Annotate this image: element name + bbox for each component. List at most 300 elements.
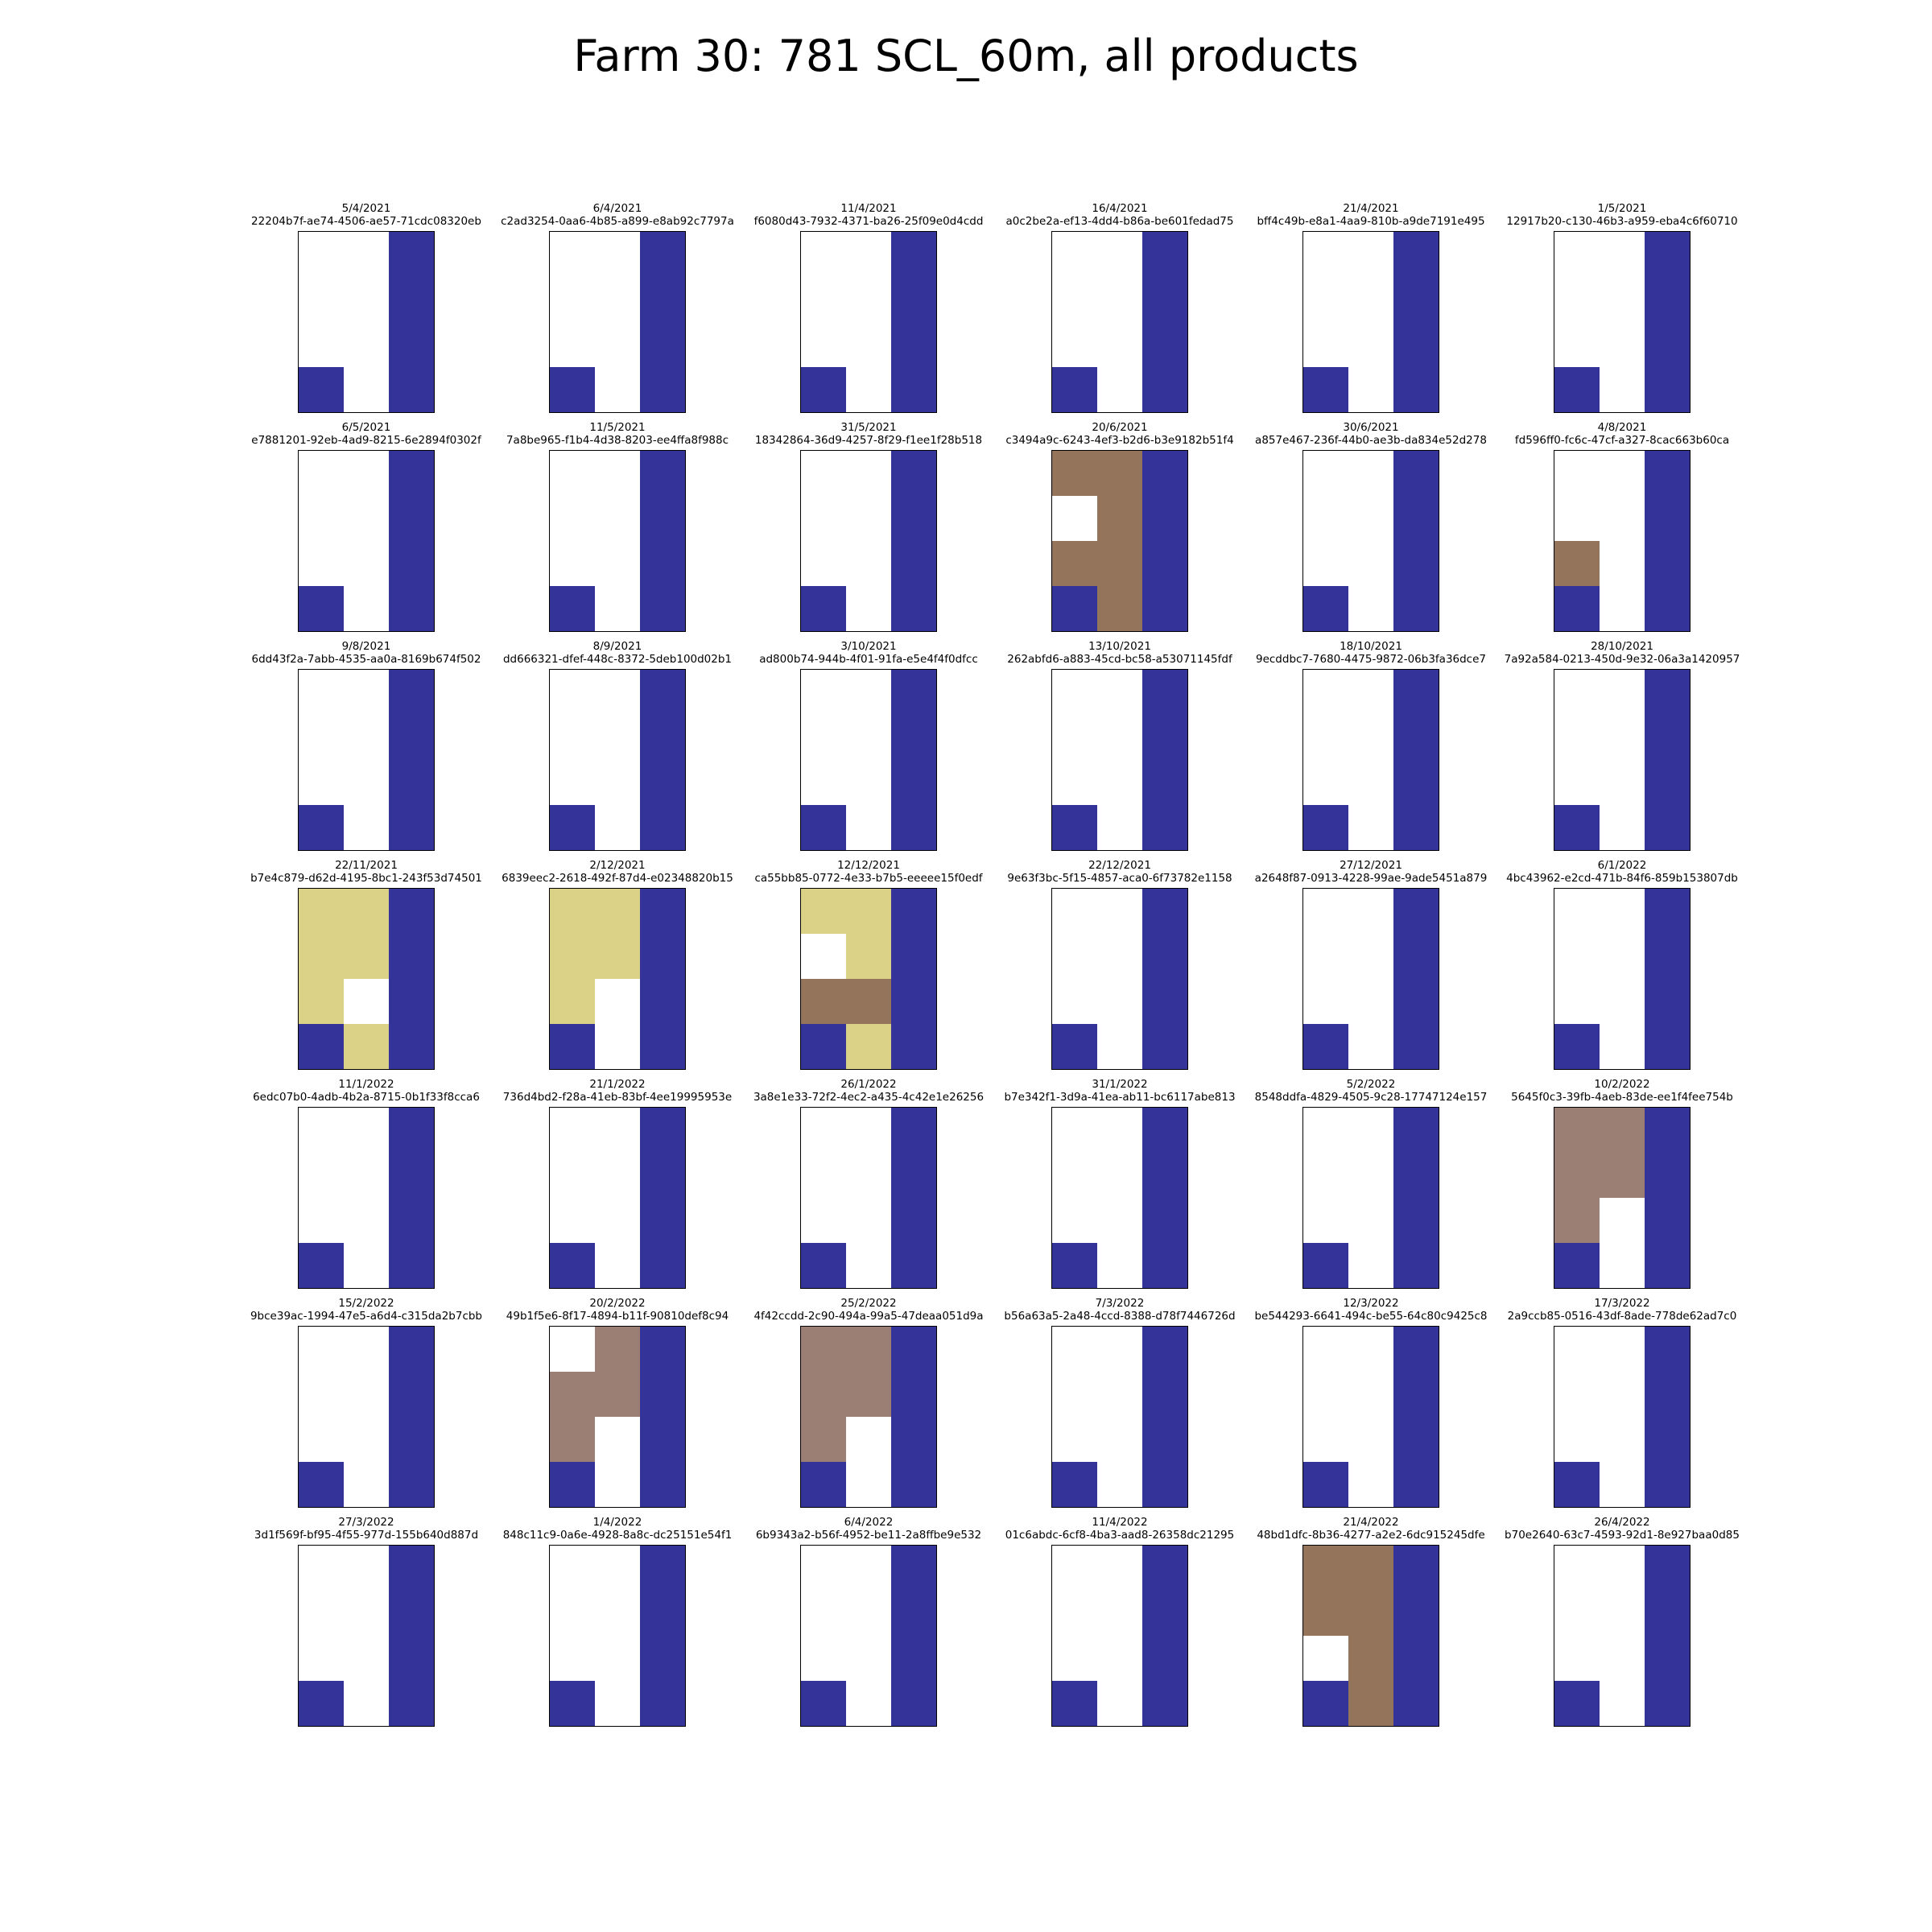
panel-product-id: 49b1f5e6-8f17-4894-b11f-90810def8c94	[506, 1310, 729, 1323]
panel-product-id: 18342864-36d9-4257-8f29-f1ee1f28b518	[754, 434, 983, 447]
scl-cell	[1348, 1153, 1393, 1198]
scl-cell	[389, 1681, 434, 1726]
scl-cell	[389, 1591, 434, 1636]
panel-date: 2/12/2021	[589, 859, 646, 872]
scl-cell	[595, 805, 640, 850]
scl-cell	[891, 1591, 936, 1636]
scl-cell	[595, 760, 640, 805]
scl-cell	[389, 1024, 434, 1069]
heatmap-panel	[1497, 642, 1747, 861]
scl-cell	[550, 451, 595, 496]
panel-product-id: 6b9343a2-b56f-4952-be11-2a8ffbe9e532	[755, 1529, 982, 1542]
scl-cell	[299, 322, 344, 367]
scl-cell	[1645, 1108, 1690, 1153]
scl-cell	[1645, 367, 1690, 412]
scl-cell	[1303, 889, 1348, 934]
scl-cell	[640, 451, 685, 496]
scl-cell	[1303, 1372, 1348, 1417]
scl-cell	[846, 1327, 891, 1372]
scl-cell	[1645, 715, 1690, 760]
scl-cell	[640, 889, 685, 934]
scl-cell	[1303, 1417, 1348, 1462]
scl-cell	[801, 805, 846, 850]
scl-cell	[1303, 1681, 1348, 1726]
scl-cell	[1554, 367, 1600, 412]
scl-cell	[1645, 586, 1690, 631]
panel-product-id: 12917b20-c130-46b3-a959-eba4c6f60710	[1506, 215, 1738, 228]
scl-cell	[1052, 232, 1097, 277]
scl-map	[1051, 1107, 1188, 1289]
heatmap-panel	[1246, 204, 1496, 423]
scl-cell	[891, 451, 936, 496]
scl-cell	[640, 1591, 685, 1636]
scl-cell	[640, 1462, 685, 1507]
scl-cell	[1554, 586, 1600, 631]
panel-date: 1/4/2022	[592, 1516, 642, 1529]
scl-cell	[550, 1546, 595, 1591]
scl-cell	[1645, 760, 1690, 805]
scl-cell	[550, 1636, 595, 1681]
scl-cell	[1348, 1024, 1393, 1069]
panel-date: 7/3/2022	[1095, 1297, 1145, 1310]
scl-cell	[550, 1462, 595, 1507]
panel-product-id: a2648f87-0913-4228-99ae-9ade5451a879	[1254, 872, 1488, 885]
scl-cell	[1348, 367, 1393, 412]
scl-cell	[1142, 1198, 1187, 1243]
panel-product-id: 9ecddbc7-7680-4475-9872-06b3fa36dce7	[1255, 653, 1487, 666]
scl-cell	[1052, 1372, 1097, 1417]
scl-cell	[1554, 496, 1600, 541]
scl-cell	[344, 1327, 389, 1372]
scl-cell	[1303, 1153, 1348, 1198]
scl-cell	[1303, 1108, 1348, 1153]
scl-cell	[891, 367, 936, 412]
scl-cell	[344, 277, 389, 322]
scl-cell	[1052, 1198, 1097, 1243]
panel-product-id: 6839eec2-2618-492f-87d4-e02348820b15	[502, 872, 733, 885]
scl-cell	[640, 232, 685, 277]
scl-cell	[1554, 1636, 1600, 1681]
figure-title: Farm 30: 781 SCL_60m, all products	[573, 31, 1359, 81]
scl-map	[800, 1545, 937, 1727]
scl-map	[1302, 1545, 1439, 1727]
scl-cell	[550, 1153, 595, 1198]
scl-cell	[846, 496, 891, 541]
scl-cell	[640, 1546, 685, 1591]
scl-cell	[1142, 1108, 1187, 1153]
scl-cell	[1393, 1636, 1439, 1681]
scl-cell	[1554, 1153, 1600, 1198]
heatmap-panel	[1497, 1517, 1747, 1736]
scl-cell	[1142, 1546, 1187, 1591]
scl-cell	[595, 1462, 640, 1507]
scl-cell	[1393, 715, 1439, 760]
scl-map	[1051, 888, 1188, 1070]
scl-map	[298, 231, 435, 413]
scl-cell	[640, 1198, 685, 1243]
panel-date: 13/10/2021	[1088, 640, 1151, 653]
scl-cell	[1052, 277, 1097, 322]
scl-cell	[389, 586, 434, 631]
scl-cell	[1052, 541, 1097, 586]
heatmap-panel	[493, 423, 742, 642]
scl-cell	[1097, 1108, 1142, 1153]
panel-date: 9/8/2021	[341, 640, 391, 653]
scl-cell	[344, 1417, 389, 1462]
scl-cell	[1142, 1153, 1187, 1198]
scl-cell	[1600, 496, 1645, 541]
scl-cell	[299, 496, 344, 541]
scl-cell	[1554, 1243, 1600, 1288]
scl-cell	[389, 1243, 434, 1288]
scl-cell	[891, 1546, 936, 1591]
scl-cell	[344, 1636, 389, 1681]
heatmap-panel	[493, 1517, 742, 1736]
scl-cell	[550, 586, 595, 631]
scl-cell	[1600, 715, 1645, 760]
scl-cell	[1554, 1108, 1600, 1153]
scl-cell	[550, 889, 595, 934]
panel-date: 5/4/2021	[341, 202, 391, 215]
scl-cell	[344, 1108, 389, 1153]
scl-cell	[1142, 934, 1187, 979]
scl-cell	[1600, 232, 1645, 277]
panel-product-id: 4bc43962-e2cd-471b-84f6-859b153807db	[1506, 872, 1738, 885]
heatmap-panel	[995, 1517, 1245, 1736]
panel-date: 18/10/2021	[1340, 640, 1402, 653]
panel-date: 28/10/2021	[1591, 640, 1653, 653]
panel-product-id: c3494a9c-6243-4ef3-b2d6-b3e9182b51f4	[1005, 434, 1234, 447]
panel-product-id: 7a92a584-0213-450d-9e32-06a3a1420957	[1504, 653, 1740, 666]
scl-cell	[891, 760, 936, 805]
scl-map	[1554, 1545, 1690, 1727]
scl-cell	[344, 1198, 389, 1243]
scl-cell	[344, 1462, 389, 1507]
scl-cell	[1097, 1546, 1142, 1591]
scl-cell	[1645, 322, 1690, 367]
scl-cell	[846, 670, 891, 715]
scl-cell	[1393, 277, 1439, 322]
scl-map	[1302, 669, 1439, 851]
scl-cell	[1554, 1327, 1600, 1372]
scl-cell	[640, 1417, 685, 1462]
scl-cell	[299, 1024, 344, 1069]
scl-cell	[1600, 1153, 1645, 1198]
heatmap-panel	[1246, 642, 1496, 861]
scl-cell	[801, 1372, 846, 1417]
scl-cell	[1645, 670, 1690, 715]
scl-cell	[1142, 760, 1187, 805]
panel-product-id: a857e467-236f-44b0-ae3b-da834e52d278	[1255, 434, 1487, 447]
panel-date: 5/2/2022	[1346, 1078, 1396, 1091]
panel-date: 15/2/2022	[338, 1297, 394, 1310]
scl-cell	[550, 1681, 595, 1726]
panel-product-id: 5645f0c3-39fb-4aeb-83de-ee1f4fee754b	[1511, 1091, 1733, 1104]
scl-cell	[1645, 1546, 1690, 1591]
scl-cell	[891, 979, 936, 1024]
scl-cell	[344, 715, 389, 760]
scl-cell	[1303, 1198, 1348, 1243]
heatmap-panel	[744, 423, 993, 642]
scl-cell	[801, 670, 846, 715]
scl-cell	[1348, 1327, 1393, 1372]
panel-date: 20/2/2022	[589, 1297, 646, 1310]
scl-cell	[1393, 451, 1439, 496]
panel-date: 22/12/2021	[1088, 859, 1151, 872]
scl-cell	[1600, 979, 1645, 1024]
heatmap-panel	[995, 1298, 1245, 1517]
scl-cell	[299, 1108, 344, 1153]
scl-cell	[1052, 586, 1097, 631]
scl-cell	[1303, 541, 1348, 586]
scl-cell	[1393, 1108, 1439, 1153]
scl-cell	[1645, 1462, 1690, 1507]
scl-cell	[1348, 1108, 1393, 1153]
panel-date: 12/3/2022	[1343, 1297, 1399, 1310]
scl-cell	[1303, 322, 1348, 367]
scl-map	[1554, 888, 1690, 1070]
scl-cell	[1554, 1462, 1600, 1507]
scl-cell	[389, 232, 434, 277]
scl-cell	[344, 670, 389, 715]
scl-cell	[299, 1636, 344, 1681]
panel-product-id: be544293-6641-494c-be55-64c80c9425c8	[1254, 1310, 1488, 1323]
scl-cell	[1393, 586, 1439, 631]
heatmap-panel	[242, 204, 491, 423]
scl-cell	[1097, 760, 1142, 805]
scl-cell	[1097, 586, 1142, 631]
scl-cell	[344, 1243, 389, 1288]
scl-cell	[1303, 670, 1348, 715]
heatmap-panel	[493, 204, 742, 423]
scl-cell	[389, 496, 434, 541]
scl-map	[1554, 450, 1690, 632]
scl-cell	[1348, 805, 1393, 850]
scl-cell	[1393, 1681, 1439, 1726]
scl-cell	[550, 1198, 595, 1243]
scl-cell	[389, 670, 434, 715]
scl-map	[1302, 1107, 1439, 1289]
scl-cell	[846, 1546, 891, 1591]
panel-date: 11/4/2021	[840, 202, 897, 215]
scl-cell	[1142, 277, 1187, 322]
panel-date: 25/2/2022	[840, 1297, 897, 1310]
scl-cell	[846, 1243, 891, 1288]
panel-date: 6/4/2022	[844, 1516, 894, 1529]
scl-cell	[640, 367, 685, 412]
scl-cell	[299, 541, 344, 586]
scl-cell	[550, 1108, 595, 1153]
scl-cell	[1554, 760, 1600, 805]
scl-cell	[299, 1153, 344, 1198]
scl-map	[549, 1545, 686, 1727]
scl-cell	[891, 277, 936, 322]
scl-cell	[1600, 586, 1645, 631]
scl-cell	[1303, 496, 1348, 541]
scl-cell	[891, 1372, 936, 1417]
scl-cell	[1554, 1546, 1600, 1591]
panel-date: 30/6/2021	[1343, 421, 1399, 434]
scl-cell	[801, 1546, 846, 1591]
panel-product-id: 7a8be965-f1b4-4d38-8203-ee4ffa8f988c	[506, 434, 729, 447]
scl-map	[1302, 888, 1439, 1070]
scl-cell	[1554, 889, 1600, 934]
scl-cell	[389, 451, 434, 496]
scl-cell	[801, 1681, 846, 1726]
scl-cell	[389, 1417, 434, 1462]
scl-cell	[1554, 805, 1600, 850]
scl-cell	[299, 715, 344, 760]
heatmap-panel	[1246, 1080, 1496, 1298]
scl-cell	[1600, 277, 1645, 322]
scl-cell	[550, 1327, 595, 1372]
scl-cell	[1393, 889, 1439, 934]
scl-cell	[1303, 805, 1348, 850]
scl-map	[549, 231, 686, 413]
scl-cell	[846, 1417, 891, 1462]
scl-cell	[640, 322, 685, 367]
scl-cell	[1645, 277, 1690, 322]
panel-product-id: 8548ddfa-4829-4505-9c28-17747124e157	[1254, 1091, 1488, 1104]
scl-cell	[640, 1681, 685, 1726]
scl-cell	[1554, 715, 1600, 760]
scl-cell	[846, 1462, 891, 1507]
scl-cell	[550, 760, 595, 805]
scl-cell	[1097, 496, 1142, 541]
panel-product-id: 22204b7f-ae74-4506-ae57-71cdc08320eb	[251, 215, 481, 228]
scl-cell	[640, 670, 685, 715]
panel-product-id: 3a8e1e33-72f2-4ec2-a435-4c42e1e26256	[753, 1091, 985, 1104]
scl-map	[1554, 231, 1690, 413]
scl-map	[800, 669, 937, 851]
scl-cell	[801, 934, 846, 979]
panel-date: 26/4/2022	[1594, 1516, 1650, 1529]
scl-cell	[891, 322, 936, 367]
scl-cell	[1393, 1024, 1439, 1069]
scl-cell	[1348, 715, 1393, 760]
scl-cell	[1348, 1462, 1393, 1507]
scl-cell	[1142, 367, 1187, 412]
scl-cell	[595, 1243, 640, 1288]
scl-cell	[1097, 805, 1142, 850]
heatmap-panel	[744, 861, 993, 1080]
scl-cell	[1142, 1024, 1187, 1069]
scl-cell	[1052, 1417, 1097, 1462]
scl-cell	[1600, 670, 1645, 715]
scl-map	[800, 450, 937, 632]
scl-cell	[550, 541, 595, 586]
scl-map	[1302, 231, 1439, 413]
scl-cell	[801, 1243, 846, 1288]
scl-cell	[891, 1108, 936, 1153]
scl-cell	[801, 715, 846, 760]
scl-cell	[550, 277, 595, 322]
scl-cell	[1303, 1636, 1348, 1681]
scl-cell	[299, 1417, 344, 1462]
scl-cell	[1097, 1153, 1142, 1198]
scl-cell	[1052, 1108, 1097, 1153]
scl-cell	[846, 1198, 891, 1243]
panel-product-id: 736d4bd2-f28a-41eb-83bf-4ee19995953e	[502, 1091, 733, 1104]
heatmap-panel	[1497, 1080, 1747, 1298]
scl-cell	[1393, 1243, 1439, 1288]
panel-product-id: 48bd1dfc-8b36-4277-a2e2-6dc915245dfe	[1257, 1529, 1485, 1542]
scl-cell	[1393, 979, 1439, 1024]
panel-date: 21/4/2022	[1343, 1516, 1399, 1529]
scl-cell	[1348, 979, 1393, 1024]
panel-date: 31/1/2022	[1092, 1078, 1148, 1091]
scl-cell	[1303, 934, 1348, 979]
scl-cell	[550, 979, 595, 1024]
scl-cell	[1097, 1636, 1142, 1681]
scl-cell	[550, 496, 595, 541]
scl-cell	[1097, 322, 1142, 367]
scl-cell	[846, 322, 891, 367]
scl-cell	[801, 1636, 846, 1681]
scl-map	[1051, 1326, 1188, 1508]
scl-cell	[1645, 934, 1690, 979]
scl-cell	[550, 1243, 595, 1288]
scl-cell	[1052, 1546, 1097, 1591]
panel-date: 10/2/2022	[1594, 1078, 1650, 1091]
scl-cell	[299, 1243, 344, 1288]
scl-cell	[1348, 1243, 1393, 1288]
scl-cell	[891, 670, 936, 715]
scl-cell	[1052, 1591, 1097, 1636]
scl-cell	[1554, 1591, 1600, 1636]
scl-cell	[1645, 1681, 1690, 1726]
scl-cell	[846, 586, 891, 631]
scl-cell	[1393, 1546, 1439, 1591]
scl-cell	[846, 1636, 891, 1681]
panel-product-id: e7881201-92eb-4ad9-8215-6e2894f0302f	[251, 434, 481, 447]
scl-cell	[1393, 1417, 1439, 1462]
scl-cell	[891, 1024, 936, 1069]
scl-cell	[1393, 496, 1439, 541]
scl-cell	[1142, 1681, 1187, 1726]
scl-cell	[801, 1198, 846, 1243]
scl-cell	[1097, 715, 1142, 760]
scl-cell	[1600, 1372, 1645, 1417]
scl-cell	[299, 979, 344, 1024]
scl-cell	[1142, 979, 1187, 1024]
scl-cell	[801, 586, 846, 631]
scl-cell	[1348, 277, 1393, 322]
scl-cell	[389, 934, 434, 979]
scl-cell	[801, 1417, 846, 1462]
heatmap-panel	[995, 423, 1245, 642]
scl-cell	[640, 1372, 685, 1417]
scl-cell	[550, 670, 595, 715]
scl-cell	[1142, 1591, 1187, 1636]
scl-cell	[891, 1243, 936, 1288]
scl-cell	[299, 1462, 344, 1507]
scl-cell	[344, 232, 389, 277]
scl-cell	[344, 586, 389, 631]
panel-date: 21/1/2022	[589, 1078, 646, 1091]
scl-cell	[846, 541, 891, 586]
scl-cell	[1393, 1462, 1439, 1507]
scl-cell	[891, 232, 936, 277]
heatmap-panel	[1246, 1517, 1496, 1736]
scl-cell	[846, 805, 891, 850]
scl-cell	[299, 1591, 344, 1636]
scl-cell	[1097, 1417, 1142, 1462]
scl-cell	[891, 1417, 936, 1462]
scl-cell	[1303, 1024, 1348, 1069]
scl-cell	[801, 760, 846, 805]
scl-map	[800, 1107, 937, 1289]
